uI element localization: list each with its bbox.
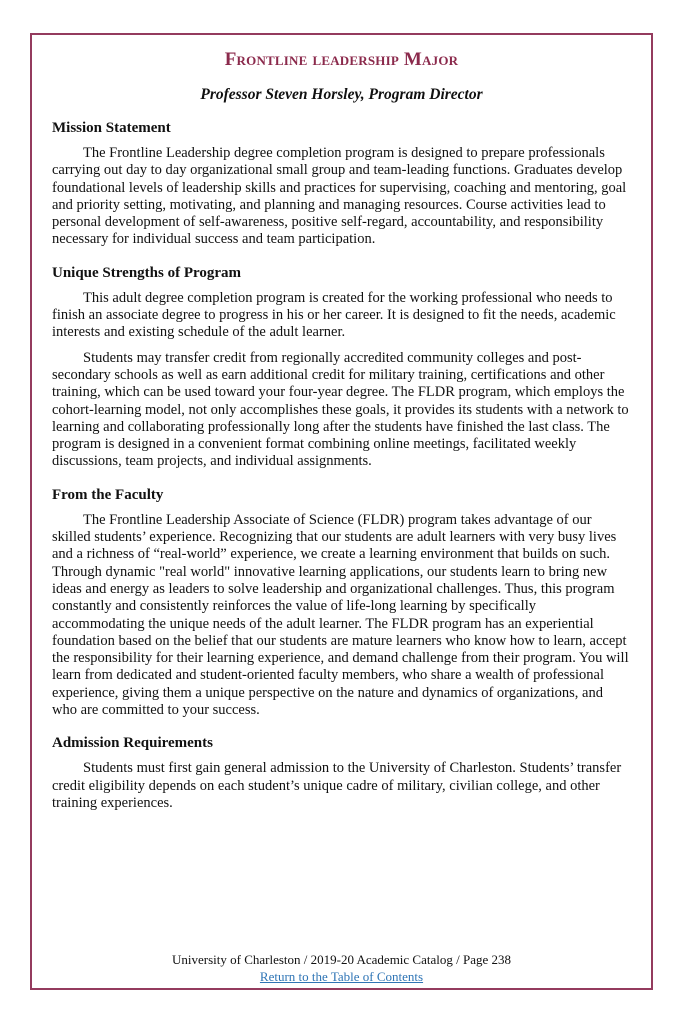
section-heading-admission-requirements: Admission Requirements — [52, 735, 213, 752]
section-heading-from-the-faculty: From the Faculty — [52, 486, 164, 503]
page-footer — [32, 952, 651, 986]
mission-statement-paragraph: The Frontline Leadership degree completion program is designed to prepare professionals carrying out day to day organizational small group and team-leading functions. Graduates develop foundational levels of leadership skills and practices for supervising, coaching and mentoring, goal and priority setting, motivating, and planning and managing resources. Course activities lead to personal development of self-awareness, positive self-regard, accountability, and responsibility necessary for individual success and team participation. — [52, 145, 627, 248]
section-heading-mission-statement: Mission Statement — [52, 120, 171, 136]
admission-requirements-paragraph: Students must first gain general admission to the University of Charleston. Students’ transfer credit eligibility depends on each student’s unique cadre of military, civilian college, and other training experiences. — [52, 760, 622, 811]
footer-catalog-line: University of Charleston / 2019-20 Academic Catalog / Page 238 — [171, 952, 511, 967]
section-heading-unique-strengths: Unique Strengths of Program — [52, 264, 242, 281]
page-border — [30, 33, 653, 990]
unique-strengths-paragraph-1: This adult degree completion program is created for the working professional who needs to finish an associate degree to progress in his or her career. It is designed to fit the needs, academic interests and existing schedule of the adult learner. — [52, 289, 616, 341]
page-content — [32, 35, 651, 812]
from-the-faculty-paragraph: The Frontline Leadership Associate of Science (FLDR) program takes advantage of our skilled students’ experience. Recognizing that our students are adult learners with very busy lives and a richness of “real-world” experience, we create a learning environment that builds on such. Through dynamic "real world" innovative learning applications, our students learn to bring new ideas and energy as leaders to solve leadership and organizational challenges. Thus, this program constantly and consistently reinforces the value of life-long learning by specifically accommodating the unique needs of the adult learner. The FLDR program has an experiential foundation based on the belief that our students are mature learners who know how to learn, accept the responsibility for their learning experience, and demand challenge from their program. You will learn from dedicated and student-oriented faculty members, who share a wealth of professional experience, giving them a unique perspective on the nature and dynamics of organizations, and who are committed to your success. — [52, 511, 629, 719]
program-director-line: Professor Steven Horsley, Program Director — [200, 86, 483, 103]
return-to-table-of-contents-link[interactable]: Return to the Table of Contents — [259, 969, 424, 984]
page-title: Frontline leadership Major — [224, 49, 459, 70]
unique-strengths-paragraph-2: Students may transfer credit from regionally accredited community colleges and post-secondary schools as well as earn additional credit for military training, certifications and other training, which can be used toward your four-year degree. The FLDR program, which employs the cohort-learning model, not only accomplishes these goals, it provides its students with a network to learning and collaborating professionally long after the students have finished the last class. The program is designed in a convenient format combining online meetings, facilitated weekly discussions, team projects, and individual assignments. — [52, 349, 629, 470]
